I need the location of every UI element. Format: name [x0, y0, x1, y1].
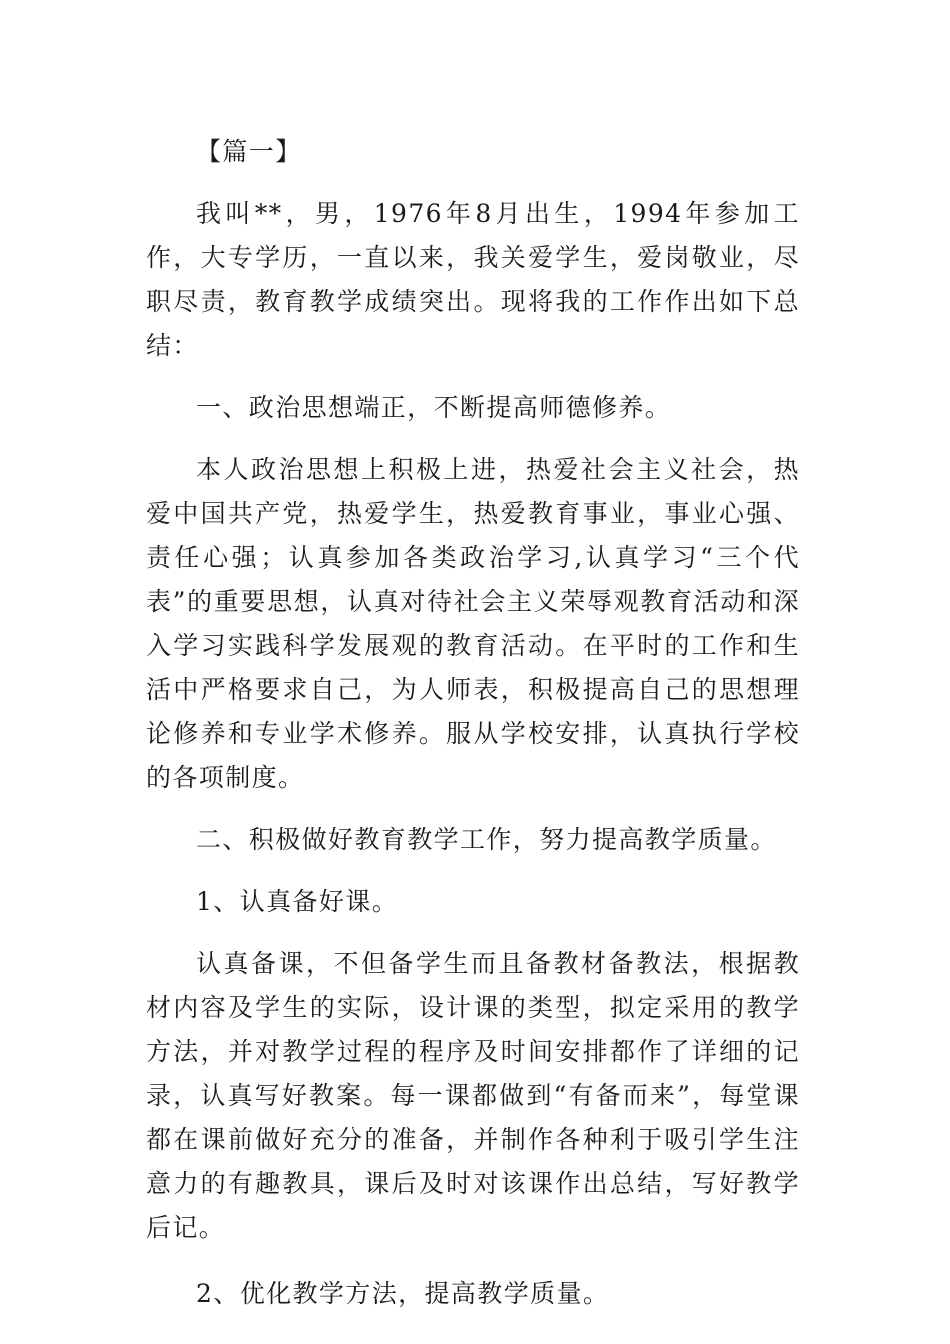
paragraph-political-thought: 本人政治思想上积极上进，热爱社会主义社会，热爱中国共产党，热爱学生，热爱教育事业，事业心强、责任心强；认真参加各类政治学习,认真学习“三个代表”的重要思想，认真对待社会主义荣辱观教育活动和深入学习实践科学发展观的教育活动。在平时的工作和生活中严格要求自己，为人师表，积极提高自己的思想理论修养和专业学术修养。服从学校安排，认真执行学校的各项制度。 — [146, 455, 800, 792]
document-body — [146, 130, 800, 1316]
subheading-teaching-method: 2、优化教学方法，提高教学质量。 — [196, 1279, 610, 1308]
heading-teaching-work: 二、积极做好教育教学工作，努力提高教学质量。 — [196, 825, 777, 854]
heading-political-thought: 一、政治思想端正，不断提高师德修养。 — [196, 393, 672, 422]
subheading-lesson-prep: 1、认真备好课。 — [196, 887, 399, 916]
intro-paragraph: 我叫**，男，1976年8月出生，1994年参加工作，大专学历，一直以来，我关爱学生，爱岗敬业，尽职尽责，教育教学成绩突出。现将我的工作作出如下总结： — [146, 199, 800, 360]
section-title: 【篇一】 — [196, 137, 302, 166]
paragraph-lesson-prep: 认真备课，不但备学生而且备教材备教法，根据教材内容及学生的实际，设计课的类型，拟定采用的教学方法，并对教学过程的程序及时间安排都作了详细的记录，认真写好教案。每一课都做到“有备而来”，每堂课都在课前做好充分的准备，并制作各种利于吸引学生注意力的有趣教具，课后及时对该课作出总结，写好教学后记。 — [146, 949, 800, 1242]
